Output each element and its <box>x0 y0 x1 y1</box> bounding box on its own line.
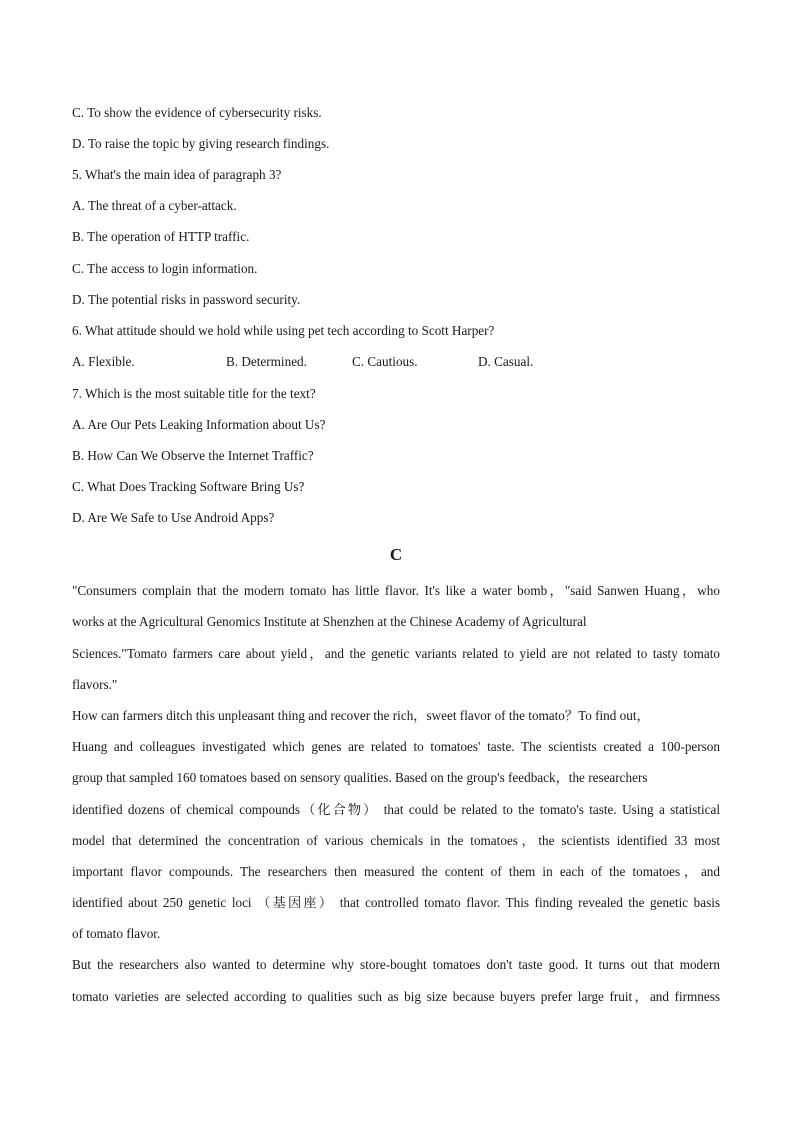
passage-line: important flavor compounds. The researchers then measured the content of them in each of the tomatoes，and <box>72 864 720 879</box>
passage-line: works at the Agricultural Genomics Institute at Shenzhen at the Chinese Academy of Agricultural <box>72 614 587 629</box>
q5-option-c: C. The access to login information. <box>72 261 258 276</box>
passage-line: identified dozens of chemical compounds（化合物） that could be related to the tomato's taste. Using a statistical <box>72 802 720 817</box>
q6-option-d: D. Casual. <box>478 354 534 369</box>
passage-line: model that determined the concentration of various chemicals in the tomatoes，the scientists identified 33 most <box>72 833 720 848</box>
q7-option-a: A. Are Our Pets Leaking Information about Us? <box>72 417 326 432</box>
q6-option-a: A. Flexible. <box>72 354 135 369</box>
q4-option-c: C. To show the evidence of cybersecurity risks. <box>72 105 322 120</box>
q7-option-d: D. Are We Safe to Use Android Apps? <box>72 510 275 525</box>
passage-line: group that sampled 160 tomatoes based on sensory qualities. Based on the group's feedback，the researchers <box>72 770 648 785</box>
q6-option-c: C. Cautious. <box>352 354 418 369</box>
passage-line: tomato varieties are selected according to qualities such as big size because buyers prefer large fruit，and firmness <box>72 989 720 1004</box>
q7-option-c: C. What Does Tracking Software Bring Us? <box>72 479 305 494</box>
passage-line: identified about 250 genetic loci （基因座） that controlled tomato flavor. This finding revealed the genetic basis <box>72 895 720 910</box>
q7-option-b: B. How Can We Observe the Internet Traffic? <box>72 448 314 463</box>
passage-line: Sciences."Tomato farmers care about yield，and the genetic variants related to yield are not related to tasty tomato <box>72 646 720 661</box>
question-5: 5. What's the main idea of paragraph 3? <box>72 167 282 182</box>
passage-line: "Consumers complain that the modern tomato has little flavor. It's like a water bomb，"said Sanwen Huang，who <box>72 583 720 598</box>
passage-line: Huang and colleagues investigated which genes are related to tomatoes' taste. The scientists created a 100-person <box>72 739 720 754</box>
passage-line: of tomato flavor. <box>72 926 161 941</box>
q4-option-d: D. To raise the topic by giving research findings. <box>72 136 330 151</box>
q5-option-a: A. The threat of a cyber-attack. <box>72 198 237 213</box>
passage-line: How can farmers ditch this unpleasant thing and recover the rich，sweet flavor of the tomato？To find out， <box>72 708 650 723</box>
passage-line: flavors." <box>72 677 118 692</box>
question-7: 7. Which is the most suitable title for the text? <box>72 386 316 401</box>
passage-line: But the researchers also wanted to determine why store-bought tomatoes don't taste good. It turns out that modern <box>72 957 720 972</box>
q5-option-b: B. The operation of HTTP traffic. <box>72 229 250 244</box>
q5-option-d: D. The potential risks in password security. <box>72 292 301 307</box>
section-heading-c: C <box>389 545 403 564</box>
question-6: 6. What attitude should we hold while using pet tech according to Scott Harper? <box>72 323 495 338</box>
q6-option-b: B. Determined. <box>226 354 307 369</box>
